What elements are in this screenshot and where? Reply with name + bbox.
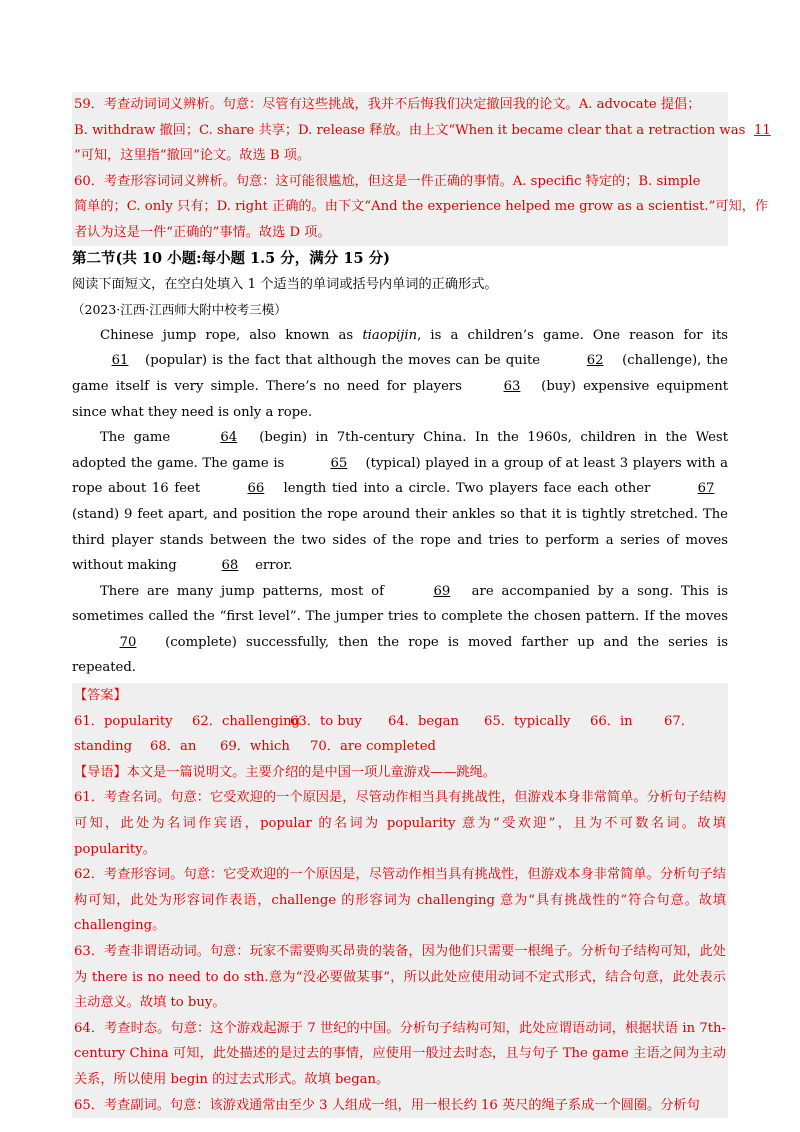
source-note: （2023·江西·江西师大附中校考三模） [72,302,287,318]
section-title: 第二节(共 10 小题:每小题 1.5 分，满分 15 分) [72,249,390,267]
text-line: 者认为这是一件“正确的”事情。故选 D 项。 [74,224,331,240]
blank-63[interactable]: 63 [503,378,521,394]
answer-item: standing [74,739,133,755]
answer-item: 66．in [590,713,633,729]
explanation-block-59-60 [72,92,771,246]
answer-item: 63．to buy [290,713,362,729]
passage-paragraph-3: There are many jump patterns, most of 69 are accompanied by a song. This is sometimes called the “first level”. The jumper tries to complete the chosen pattern. If the moves 70 (complete) successfully, then the rope is moved farther up and the series is repeated. [72,579,728,681]
answer-item: 65．typically [484,713,571,729]
blank-62[interactable]: 62 [586,353,604,369]
answer-item: 69．which [220,739,290,755]
text-line: ”可知，这里指“撤回”论文。故选 B 项。 [74,148,311,164]
answer-row-1 [74,709,726,735]
explanation-62: 62．考查形容词。句意：它受欢迎的一个原因是，尽管动作相当具有挑战性，但游戏本身非常简单。分析句子结构可知，此处为形容词作表语，challenge 的形容词为 challenging 意为“具有挑战性的”符合句意。故填 challenging。 [74,867,726,934]
text-line: 60．考查形容词词义辨析。句意：这可能很尴尬，但这是一件正确的事情。A. specific 特定的；B. simple [74,173,701,189]
answer-item: 68．an [150,739,197,755]
blank-70[interactable]: 70 [119,634,137,650]
explanation-63: 63．考查非谓语动词。句意：玩家不需要购买昂贵的装备，因为他们只需要一根绳子。分析句子结构可知，此处为 there is no need to do sth.意为“没必要做某事”，所以此处应使用动词不定式形式，结合句意，此处表示主动意义。故填 to buy。 [74,944,726,1011]
blank-11: 11 [753,122,771,138]
blank-69[interactable]: 69 [433,583,451,599]
blank-68[interactable]: 68 [221,558,239,574]
text-line: B. withdraw 撤回；C. share 共享；D. release 释放。由上文“When it became clear that a retraction was 11 [74,118,726,144]
blank-61[interactable]: 61 [111,353,129,369]
section-instruction: 阅读下面短文，在空白处填入 1 个适当的单词或括号内单词的正确形式。 [72,276,498,292]
answer-row-2 [74,734,726,760]
blank-67[interactable]: 67 [697,481,715,497]
answer-item: 70．are completed [310,739,436,755]
blank-64[interactable]: 64 [220,430,238,446]
passage-paragraph-1: Chinese jump rope, also known as tiaopijin, is a children’s game. One reason for its 61 (popular) is the fact that although the moves can be quite 62 (challenge), the game itself is very simple. There’s no need for players 63 (buy) expensive equipment since what they need is only a rope. [72,327,729,420]
passage-paragraph-2: The game 64 (begin) in 7th-century China. In the 1960s, children in the West adopted the game. The game is 65 (typical) played in a group of at least 3 players with a rope about 16 feet 66 length tied into a circle. Two players face each other 67 (stand) 9 feet apart, and position the rope around their ankles so that it is tightly stretched. The third player stands between the two sides of the rope and tries to perform a series of moves without making 68 error. [72,425,728,579]
text-line: 59．考查动词词义辨析。句意：尽管有这些挑战，我并不后悔我们决定撤回我的论文。A. advocate 提倡； [74,97,701,112]
answer-item: 67． [664,713,694,729]
answer-section [72,683,728,1118]
guide-text: 【导语】本文是一篇说明文。主要介绍的是中国一项儿童游戏——跳绳。 [74,764,496,780]
explanation-64: 64．考查时态。句意：这个游戏起源于 7 世纪的中国。分析句子结构可知，此处应谓语动词，根据状语 in 7th-century China 可知，此处描述的是过去的事情，应使用一般过去时态，且与句子 The game 主语之间为主动关系，所以使用 begin 的过去式形式。故填 began。 [74,1020,726,1087]
answer-item: 64．began [388,713,460,729]
explanation-65: 65．考查副词。句意：该游戏通常由至少 3 人组成一组，用一根长约 16 英尺的绳子系成一个圆圈。分析句 [74,1097,700,1113]
text-line: 简单的；C. only 只有；D. right 正确的。由下文“And the experience helped me grow as a scientist.”可知，作 [74,199,769,215]
blank-65[interactable]: 65 [330,455,348,471]
answer-item: 61．popularity [74,713,173,729]
explanation-61: 61．考查名词。句意：它受欢迎的一个原因是，尽管动作相当具有挑战性，但游戏本身非常简单。分析句子结构可知，此处为名词作宾语，popular 的名词为 popularity 意为“受欢迎”，且为不可数名词。故填 popularity。 [74,790,726,857]
blank-66[interactable]: 66 [247,481,265,497]
answer-header: 【答案】 [74,688,127,704]
document-page [72,92,771,1118]
answer-item: 62．challenging [192,713,301,729]
